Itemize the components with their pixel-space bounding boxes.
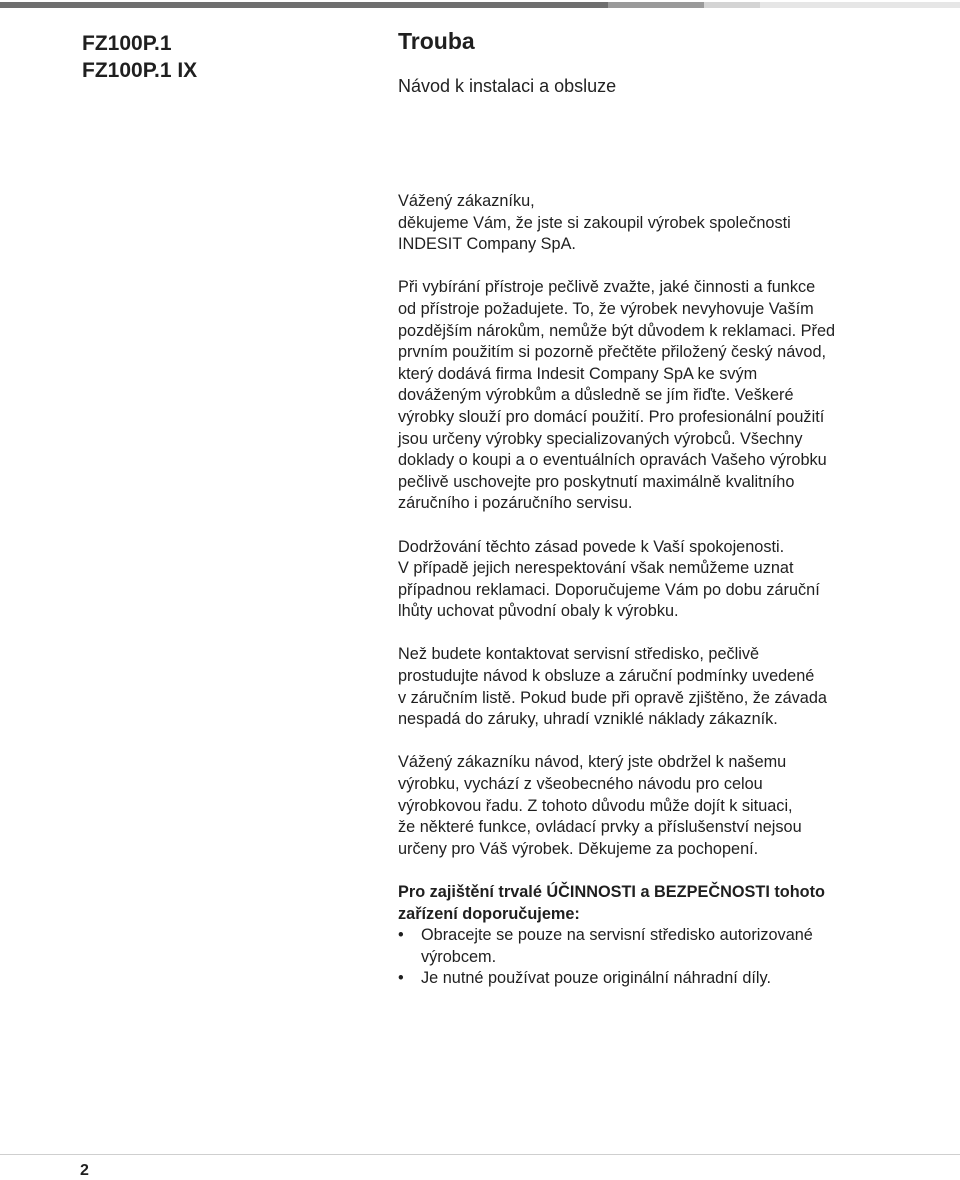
text-line: který dodává firma Indesit Company SpA ke svým	[398, 364, 758, 383]
paragraph-selection-advice	[398, 277, 923, 515]
text-line: jsou určeny výrobky specializovaných výrobců. Všechny	[398, 429, 803, 448]
text-line: výrobcem.	[421, 947, 497, 966]
text-line: Než budete kontaktovat servisní středisko, pečlivě	[398, 645, 760, 664]
text-line: doklady o koupi a o eventuálních opravách Vašeho výrobku	[398, 451, 827, 470]
text-line: výrobkovou řadu. Z tohoto důvodu může dojít k situaci,	[398, 796, 793, 815]
text-line: že některé funkce, ovládací prvky a příslušenství nejsou	[398, 818, 802, 837]
text-line: V případě jejich nerespektování však nemůžeme uznat	[398, 559, 794, 578]
text-line: nespadá do záruky, uhradí vzniklé náklady zákazník.	[398, 710, 778, 729]
text-line: od přístroje požadujete. To, že výrobek nevyhovuje Vaším	[398, 299, 814, 318]
text-line: prostudujte návod k obsluze a záruční podmínky uvedené	[398, 667, 815, 686]
model-line: FZ100P.1 IX	[82, 59, 198, 82]
paragraph-general-manual	[398, 752, 923, 860]
text-line: Pro zajištění trvalé ÚČINNOSTI a BEZPEČNOSTI tohoto	[398, 883, 825, 901]
text-line: Při vybírání přístroje pečlivě zvažte, jaké činnosti a funkce	[398, 278, 816, 297]
text-line: Vážený zákazníku,	[398, 192, 535, 210]
text-line: pečlivě uschovejte pro poskytnutí maximálně kvalitního	[398, 472, 795, 491]
recommendation-list	[398, 925, 923, 990]
model-line: FZ100P.1	[82, 32, 172, 55]
paragraph-service	[398, 644, 923, 730]
text-line: v záručním listě. Pokud bude při opravě zjištěno, že závada	[398, 688, 827, 707]
text-line: případnou reklamaci. Doporučujeme Vám po dobu záruční	[398, 580, 820, 599]
list-item	[398, 925, 923, 968]
text-line: zařízení doporučujeme:	[398, 904, 580, 923]
header-color-bar	[0, 0, 960, 10]
text-line: výrobky slouží pro domácí použití. Pro profesionální použití	[398, 407, 825, 426]
text-line: INDESIT Company SpA.	[398, 235, 576, 254]
list-item	[398, 968, 923, 990]
text-line: lhůty uchovat původní obaly k výrobku.	[398, 602, 679, 621]
header-bar-segment	[608, 2, 704, 8]
text-line: pozdějším nárokům, nemůže být důvodem k reklamaci. Před	[398, 321, 836, 340]
header-bar-segment	[760, 2, 960, 8]
page-number: 2	[80, 1162, 89, 1179]
text-line: výrobku, vychází z všeobecného návodu pro celou	[398, 775, 763, 794]
text-line: Vážený zákazníku návod, který jste obdržel k našemu	[398, 753, 787, 772]
model-number	[82, 30, 197, 84]
header-bar-segment	[704, 2, 760, 8]
text-line: dováženým výrobkům a důsledně se jím řiďte. Veškeré	[398, 386, 794, 405]
text-line: záručního i pozáručního servisu.	[398, 494, 633, 513]
page-title: Trouba	[398, 28, 475, 54]
safety-heading	[398, 882, 923, 925]
footer-divider	[0, 1154, 960, 1155]
text-line: Je nutné používat pouze originální náhradní díly.	[421, 969, 771, 988]
text-line: děkujeme Vám, že jste si zakoupil výrobek společnosti	[398, 213, 791, 232]
paragraph-compliance	[398, 537, 923, 623]
greeting-paragraph	[398, 191, 923, 256]
text-line: Obracejte se pouze na servisní středisko autorizované	[421, 926, 813, 945]
text-line: prvním použitím si pozorně přečtěte přiložený český návod,	[398, 343, 827, 362]
header-bar-segment	[0, 2, 608, 8]
main-text	[398, 191, 923, 990]
text-line: Dodržování těchto zásad povede k Vaší spokojenosti.	[398, 537, 785, 556]
page-subtitle: Návod k instalaci a obsluze	[398, 76, 617, 96]
text-line: určeny pro Váš výrobek. Děkujeme za pochopení.	[398, 839, 759, 858]
